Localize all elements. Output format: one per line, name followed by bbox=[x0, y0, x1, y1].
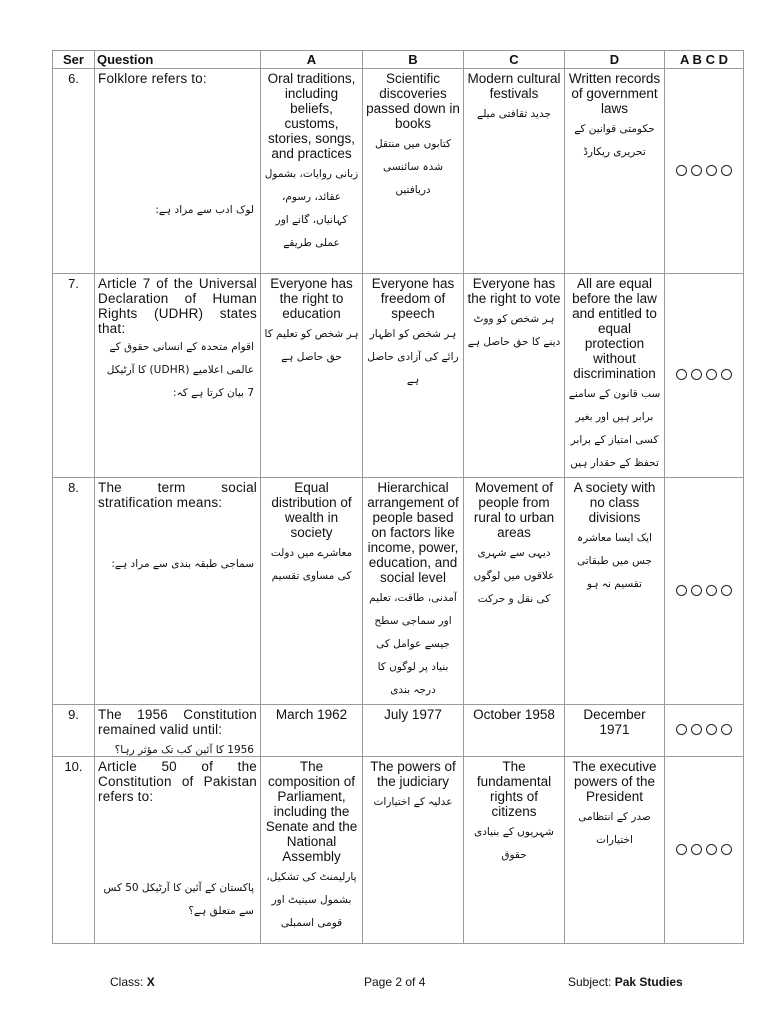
answer-bubble-b[interactable] bbox=[691, 724, 702, 735]
option-c-text-english: Modern cultural festivals bbox=[467, 71, 561, 101]
answer-bubble-a[interactable] bbox=[676, 369, 687, 380]
answer-bubble-c[interactable] bbox=[706, 165, 717, 176]
option-b-text-urdu: کتابوں میں منتقل شدہ سائنسی دریافتیں bbox=[374, 138, 452, 196]
header-option-b: B bbox=[363, 51, 464, 69]
header-bubble-a: A bbox=[680, 52, 689, 67]
option-c-cell bbox=[464, 69, 565, 274]
option-d-cell bbox=[565, 69, 665, 274]
question-text-urdu: لوک ادب سے مراد ہے: bbox=[155, 204, 254, 216]
option-b-text-urdu: ہر شخص کو اظہار رائے کی آزادی حاصل ہے bbox=[367, 328, 459, 386]
answer-bubble-c[interactable] bbox=[706, 369, 717, 380]
table-row bbox=[53, 274, 744, 478]
option-c-text-english: The fundamental rights of citizens bbox=[476, 759, 552, 819]
footer-page-number: Page 2 of 4 bbox=[364, 975, 426, 989]
option-a-cell bbox=[261, 274, 363, 478]
answer-bubble-b[interactable] bbox=[691, 369, 702, 380]
answer-bubbles bbox=[665, 478, 744, 705]
table-header-row bbox=[53, 51, 744, 69]
question-cell bbox=[95, 757, 261, 944]
option-c-text-urdu: دیہی سے شہری علاقوں میں لوگوں کی نقل و حرکت bbox=[473, 547, 555, 605]
header-option-d: D bbox=[565, 51, 665, 69]
option-b-text-english: Scientific discoveries passed down in books bbox=[366, 71, 460, 131]
option-d-cell bbox=[565, 274, 665, 478]
footer-subject-label: Subject: bbox=[568, 975, 612, 989]
table-row bbox=[53, 757, 744, 944]
option-d-cell bbox=[565, 757, 665, 944]
question-number: 10. bbox=[53, 757, 95, 944]
header-bubble-c: C bbox=[705, 52, 715, 67]
table-row bbox=[53, 478, 744, 705]
option-b-text-english: Hierarchical arrangement of people based on factors like income, power, education, and social level bbox=[367, 480, 459, 585]
option-d-text-urdu: صدر کے انتظامی اختیارات bbox=[578, 811, 651, 846]
option-d-text-urdu: ایک ایسا معاشرہ جس میں طبقاتی تقسیم نہ ہو bbox=[576, 532, 653, 590]
option-c-text-urdu: شہریوں کے بنیادی حقوق bbox=[474, 826, 554, 861]
option-b-cell bbox=[363, 705, 464, 757]
option-d-cell bbox=[565, 705, 665, 757]
header-option-c: C bbox=[464, 51, 565, 69]
answer-bubble-a[interactable] bbox=[676, 844, 687, 855]
option-a-text-english: Everyone has the right to education bbox=[270, 276, 353, 321]
option-c-text-urdu: جدید ثقافتی میلے bbox=[477, 108, 551, 120]
option-a-cell bbox=[261, 705, 363, 757]
answer-bubble-b[interactable] bbox=[691, 844, 702, 855]
option-b-text-english: Everyone has freedom of speech bbox=[371, 276, 455, 321]
option-c-text-english: Everyone has the right to vote bbox=[467, 276, 561, 306]
answer-bubble-d[interactable] bbox=[721, 165, 732, 176]
answer-bubble-d[interactable] bbox=[721, 844, 732, 855]
option-a-text-english: Oral traditions, including beliefs, customs, stories, songs, and practices bbox=[267, 71, 356, 161]
answer-bubbles bbox=[665, 274, 744, 478]
footer-subject bbox=[568, 975, 683, 989]
option-a-text-english: Equal distribution of wealth in society bbox=[271, 480, 352, 540]
question-cell bbox=[95, 274, 261, 478]
answer-bubble-d[interactable] bbox=[721, 585, 732, 596]
option-a-text-english: March 1962 bbox=[275, 707, 348, 722]
answer-bubble-a[interactable] bbox=[676, 585, 687, 596]
answer-bubbles bbox=[665, 69, 744, 274]
question-cell bbox=[95, 478, 261, 705]
question-text-english: Folklore refers to: bbox=[98, 71, 207, 86]
question-number: 9. bbox=[53, 705, 95, 757]
option-a-cell bbox=[261, 478, 363, 705]
table-row bbox=[53, 705, 744, 757]
option-b-text-urdu: عدلیہ کے اختیارات bbox=[373, 796, 453, 808]
question-text-urdu: پاکستان کے آئین کا آرٹیکل 50 کس سے متعلق ہے؟ bbox=[103, 882, 254, 917]
option-a-cell bbox=[261, 69, 363, 274]
question-text-english: Article 50 of the Constitution of Pakistan refers to: bbox=[98, 759, 257, 804]
option-b-cell bbox=[363, 757, 464, 944]
answer-bubbles bbox=[665, 705, 744, 757]
question-number: 8. bbox=[53, 478, 95, 705]
option-c-text-urdu: ہر شخص کو ووٹ دینے کا حق حاصل ہے bbox=[467, 313, 561, 348]
option-b-cell bbox=[363, 69, 464, 274]
header-bubble-d: D bbox=[718, 52, 728, 67]
question-text-urdu: سماجی طبقہ بندی سے مراد ہے: bbox=[111, 558, 254, 570]
mcq-table bbox=[52, 50, 744, 944]
answer-bubbles bbox=[665, 757, 744, 944]
option-b-cell bbox=[363, 274, 464, 478]
question-number: 7. bbox=[53, 274, 95, 478]
answer-bubble-d[interactable] bbox=[721, 724, 732, 735]
question-number: 6. bbox=[53, 69, 95, 274]
option-b-text-english: The powers of the judiciary bbox=[370, 759, 456, 789]
option-d-text-urdu: حکومتی قوانین کے تحریری ریکارڈ bbox=[574, 123, 655, 158]
answer-bubble-c[interactable] bbox=[706, 585, 717, 596]
option-d-text-english: The executive powers of the President bbox=[572, 759, 657, 804]
question-text-english: Article 7 of the Universal Declaration of Human Rights (UDHR) states that: bbox=[98, 276, 257, 336]
option-d-text-urdu: سب قانون کے سامنے برابر ہیں اور بغیر کسی امتیاز کے برابر تحفظ کے حقدار ہیں bbox=[568, 388, 661, 469]
table-row bbox=[53, 69, 744, 274]
header-question: Question bbox=[95, 51, 261, 69]
question-text-english: The 1956 Constitution remained valid until: bbox=[98, 707, 257, 737]
header-option-a: A bbox=[261, 51, 363, 69]
option-c-cell bbox=[464, 757, 565, 944]
option-d-cell bbox=[565, 478, 665, 705]
footer-subject-value: Pak Studies bbox=[614, 975, 683, 989]
answer-bubble-b[interactable] bbox=[691, 585, 702, 596]
question-text-english: The term social stratification means: bbox=[98, 480, 257, 510]
option-a-text-urdu: زبانی روایات، بشمول عقائد، رسوم، کہانیاں، گانے اور عملی طریقے bbox=[264, 168, 359, 249]
option-c-cell bbox=[464, 478, 565, 705]
option-a-cell bbox=[261, 757, 363, 944]
option-c-text-english: Movement of people from rural to urban areas bbox=[473, 480, 555, 540]
question-text-urdu: 1956 کا آئین کب تک مؤثر رہا؟ bbox=[114, 744, 254, 756]
answer-bubble-a[interactable] bbox=[676, 724, 687, 735]
question-cell bbox=[95, 705, 261, 757]
option-d-text-english: A society with no class divisions bbox=[573, 480, 656, 525]
answer-bubble-d[interactable] bbox=[721, 369, 732, 380]
answer-bubble-c[interactable] bbox=[706, 724, 717, 735]
header-bubble-b: B bbox=[692, 52, 702, 67]
option-c-text-english: October 1958 bbox=[473, 707, 555, 722]
header-ser: Ser bbox=[53, 51, 95, 69]
option-d-text-english: December 1971 bbox=[583, 707, 646, 737]
option-b-text-urdu: آمدنی، طاقت، تعلیم اور سماجی سطح جیسے عوامل کی بنیاد پر لوگوں کا درجہ بندی bbox=[369, 592, 457, 696]
question-cell bbox=[95, 69, 261, 274]
option-a-text-urdu: ہر شخص کو تعلیم کا حق حاصل ہے bbox=[264, 328, 359, 363]
footer-class-value: X bbox=[146, 975, 155, 989]
answer-bubble-b[interactable] bbox=[691, 165, 702, 176]
option-d-text-english: All are equal before the law and entitled to equal protection without discrimination bbox=[572, 276, 657, 381]
footer-class bbox=[110, 975, 155, 989]
option-b-text-english: July 1977 bbox=[384, 707, 442, 722]
option-a-text-urdu: معاشرے میں دولت کی مساوی تقسیم bbox=[270, 547, 353, 582]
option-c-cell bbox=[464, 705, 565, 757]
answer-bubble-c[interactable] bbox=[706, 844, 717, 855]
option-a-text-english: The composition of Parliament, including the Senate and the National Assembly bbox=[265, 759, 358, 864]
footer-class-label: Class: bbox=[110, 975, 144, 989]
option-c-cell bbox=[464, 274, 565, 478]
option-d-text-english: Written records of government laws bbox=[568, 71, 661, 116]
question-text-urdu: اقوام متحدہ کے انسانی حقوق کے عالمی اعلامیے (UDHR) کا آرٹیکل 7 بیان کرتا ہے کہ: bbox=[106, 341, 254, 399]
answer-bubble-a[interactable] bbox=[676, 165, 687, 176]
header-bubbles bbox=[665, 51, 744, 69]
option-a-text-urdu: پارلیمنٹ کی تشکیل، بشمول سینیٹ اور قومی اسمبلی bbox=[266, 871, 357, 929]
option-b-cell bbox=[363, 478, 464, 705]
